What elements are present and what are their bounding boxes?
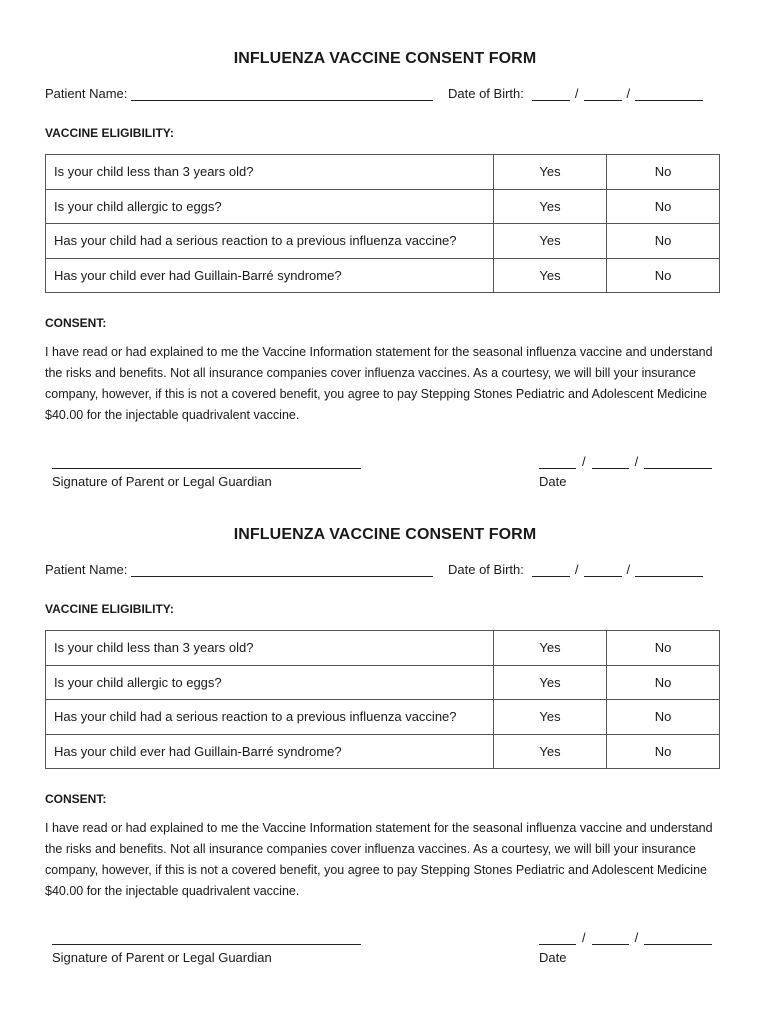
question-cell: Has your child had a serious reaction to a previous influenza vaccine?: [46, 224, 494, 259]
question-cell: Has your child ever had Guillain-Barré syndrome?: [46, 734, 494, 769]
eligibility-heading: VACCINE ELIGIBILITY:: [45, 126, 174, 140]
signature-field[interactable]: [52, 944, 361, 945]
signature-label: Signature of Parent or Legal Guardian: [52, 950, 272, 965]
table-row: [46, 700, 720, 735]
signature-label: Signature of Parent or Legal Guardian: [52, 474, 272, 489]
patient-name-field[interactable]: [131, 563, 433, 577]
dob-row: [448, 562, 703, 577]
table-row: [46, 189, 720, 224]
no-option[interactable]: No: [607, 258, 720, 293]
dob-label: Date of Birth:: [448, 562, 524, 577]
form-title: INFLUENZA VACCINE CONSENT FORM: [233, 526, 537, 543]
patient-name-row: [45, 562, 433, 577]
date-separator: /: [634, 454, 639, 469]
yes-option[interactable]: Yes: [494, 700, 607, 735]
no-option[interactable]: No: [607, 734, 720, 769]
table-row: [46, 224, 720, 259]
patient-name-field[interactable]: [131, 87, 433, 101]
yes-option[interactable]: Yes: [494, 189, 607, 224]
date-month-field[interactable]: [539, 455, 576, 469]
consent-heading: CONSENT:: [45, 792, 107, 806]
consent-paragraph: I have read or had explained to me the Vaccine Information statement for the seasonal influenza vaccine and understand the risks and benefits. Not all insurance companies cover influenza vaccines. As a courtesy, we will bill your insurance company, however, if this is not a covered benefit, you agree to pay Stepping Stones Pediatric and Adolescent Medicine $40.00 for the injectable quadrivalent vaccine.: [45, 345, 713, 422]
consent-form: [0, 0, 770, 489]
eligibility-table: [45, 154, 720, 293]
yes-option[interactable]: Yes: [494, 665, 607, 700]
date-separator: /: [582, 930, 586, 945]
no-option[interactable]: No: [607, 700, 720, 735]
date-year-field[interactable]: [644, 455, 712, 469]
signature-date-row: [539, 930, 712, 945]
date-separator: /: [626, 86, 631, 101]
form-title: INFLUENZA VACCINE CONSENT FORM: [233, 50, 537, 67]
no-option[interactable]: No: [607, 189, 720, 224]
dob-day-field[interactable]: [584, 563, 622, 577]
date-label: Date: [539, 474, 567, 489]
question-cell: Has your child ever had Guillain-Barré syndrome?: [46, 258, 494, 293]
dob-month-field[interactable]: [532, 563, 570, 577]
signature-date-row: [539, 454, 712, 469]
date-month-field[interactable]: [539, 931, 576, 945]
consent-heading: CONSENT:: [45, 316, 107, 330]
date-separator: /: [626, 562, 631, 577]
no-option[interactable]: No: [607, 665, 720, 700]
dob-row: [448, 86, 703, 101]
question-cell: Is your child less than 3 years old?: [46, 631, 494, 666]
no-option[interactable]: No: [607, 224, 720, 259]
yes-option[interactable]: Yes: [494, 631, 607, 666]
dob-year-field[interactable]: [635, 563, 703, 577]
yes-option[interactable]: Yes: [494, 734, 607, 769]
table-row: [46, 631, 720, 666]
eligibility-table: [45, 630, 720, 769]
date-separator: /: [634, 930, 639, 945]
question-cell: Is your child less than 3 years old?: [46, 155, 494, 190]
dob-day-field[interactable]: [584, 87, 622, 101]
dob-month-field[interactable]: [532, 87, 570, 101]
date-year-field[interactable]: [644, 931, 712, 945]
yes-option[interactable]: Yes: [494, 258, 607, 293]
no-option[interactable]: No: [607, 155, 720, 190]
table-row: [46, 258, 720, 293]
table-row: [46, 155, 720, 190]
date-label: Date: [539, 950, 567, 965]
yes-option[interactable]: Yes: [494, 224, 607, 259]
patient-name-row: [45, 86, 433, 101]
consent-form: [0, 476, 770, 965]
date-separator: /: [574, 86, 579, 101]
consent-paragraph: I have read or had explained to me the Vaccine Information statement for the seasonal influenza vaccine and understand the risks and benefits. Not all insurance companies cover influenza vaccines. As a courtesy, we will bill your insurance company, however, if this is not a covered benefit, you agree to pay Stepping Stones Pediatric and Adolescent Medicine $40.00 for the injectable quadrivalent vaccine.: [45, 821, 713, 898]
patient-name-label: Patient Name:: [45, 562, 128, 577]
dob-year-field[interactable]: [635, 87, 703, 101]
patient-name-label: Patient Name:: [45, 86, 128, 101]
yes-option[interactable]: Yes: [494, 155, 607, 190]
table-row: [46, 665, 720, 700]
date-separator: /: [574, 562, 579, 577]
signature-field[interactable]: [52, 468, 361, 469]
table-row: [46, 734, 720, 769]
date-day-field[interactable]: [592, 455, 629, 469]
no-option[interactable]: No: [607, 631, 720, 666]
question-cell: Has your child had a serious reaction to a previous influenza vaccine?: [46, 700, 494, 735]
question-cell: Is your child allergic to eggs?: [46, 189, 494, 224]
date-separator: /: [582, 454, 586, 469]
question-cell: Is your child allergic to eggs?: [46, 665, 494, 700]
date-day-field[interactable]: [592, 931, 629, 945]
eligibility-heading: VACCINE ELIGIBILITY:: [45, 602, 174, 616]
dob-label: Date of Birth:: [448, 86, 524, 101]
